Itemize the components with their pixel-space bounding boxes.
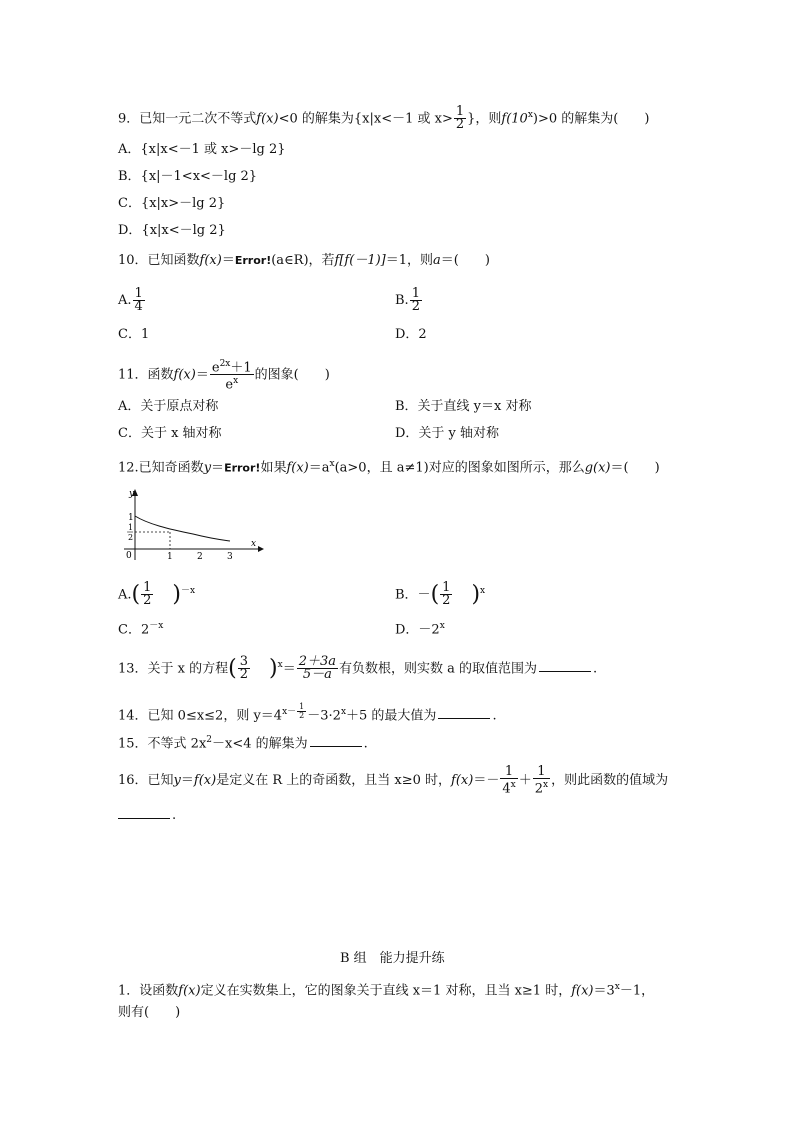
q11-option-b: B．关于直线 y＝x 对称 [395, 399, 532, 414]
q10-option-b: B. $\frac{1}{2}$ [395, 286, 420, 314]
section-b-title: B 组 能力提升练 [340, 951, 445, 966]
y-tick-half-num: 1 [128, 523, 134, 532]
origin-label: 0 [126, 551, 132, 561]
answer-blank[interactable] [118, 806, 170, 819]
y-tick-1: 1 [128, 513, 134, 523]
q15-stem: 15．不等式 $2x^2-x<4$ 的解集为 . [118, 735, 368, 752]
q16-stem: 16．已知y＝f(x)是定义在 R 上的奇函数，且当 x≥0 时，f(x)＝－ $\frac{1}{4^x}$ ＋ $\frac{1}{2^x}$ ，则此函数的值域为 [118, 764, 669, 797]
q9-option-c: C．{x|x>－lg 2} [118, 196, 226, 211]
q12-option-d: D．$-2^x$ [395, 621, 445, 638]
q12-stem: 12.已知奇函数y＝Error!如果$f(x)=a^x(a>0$，且 a≠1)对应的图象如图所示，那么g(x)＝( ) [118, 459, 660, 476]
y-label: y [129, 489, 135, 499]
answer-blank[interactable] [310, 734, 362, 747]
section-b-q1-cont: 则有( ) [118, 1005, 181, 1020]
q12-option-b: B．－( $\frac{1}{2}$ )$^x$ [395, 580, 486, 609]
fraction: $\frac{1}{2}$ [455, 104, 465, 133]
x-tick-1: 1 [167, 552, 173, 562]
q10-stem: 10．已知函数f(x)＝Error!(a∈R)，若f[f(－1)]＝1，则a＝( ) [118, 253, 490, 268]
q9-option-b: B．{x|－1<x<－lg 2} [118, 169, 258, 184]
q9-option-a: A．{x|x<－1 或 x>－lg 2} [118, 142, 286, 157]
answer-blank[interactable] [539, 659, 591, 672]
q9-stem: 9．已知一元二次不等式f(x)<0 的解集为{x|x<－1 或 x> $\frac{1}{2}$ }，则$f(10^x)>0$ 的解集为( ) [118, 104, 650, 133]
error-placeholder: Error! [234, 254, 272, 267]
q9-option-d: D．{x|x<－lg 2} [118, 223, 226, 238]
curve [135, 516, 230, 541]
q12-option-c: C．$2^{-x}$ [118, 621, 164, 638]
q12-option-a: A.( $\frac{1}{2}$ )$^{-x}$ [118, 580, 196, 609]
q14-stem: 14．已知 0≤x≤2，则 $y=4^{x- \frac{1}{2}}$ $-3\cdot 2^x+5$ 的最大值为 . [118, 702, 497, 724]
section-b-q1: 1．设函数f(x)定义在实数集上，它的图象关于直线 x＝1 对称，且当 x≥1 时，$f(x)=3^x-1$， [118, 982, 655, 999]
q11-option-c: C．关于 x 轴对称 [118, 426, 222, 441]
q11-option-a: A．关于原点对称 [118, 399, 219, 414]
x-tick-3: 3 [227, 552, 233, 562]
q11-option-d: D．关于 y 轴对称 [395, 426, 500, 441]
error-placeholder: Error! [224, 461, 261, 475]
q10-option-c: C．1 [118, 327, 150, 342]
q10-option-a: A. $\frac{1}{4}$ [118, 286, 143, 314]
answer-blank[interactable] [438, 706, 490, 719]
x-tick-2: 2 [197, 552, 203, 562]
q13-stem: 13．关于 x 的方程( $\frac{3}{2}$ )$^x$＝ $\frac{2+3a}{5-a}$ 有负数根，则实数 a 的取值范围为 . [118, 654, 598, 683]
q11-stem: 11．函数f(x)＝ $\frac{e^{2x}+1}{e^x}$ 的图象( ) [118, 359, 330, 393]
x-axis-arrow [258, 546, 264, 552]
q12-function-graph [118, 484, 268, 564]
y-tick-half-den: 2 [128, 533, 134, 542]
x-label: x [251, 539, 257, 549]
q10-option-d: D．2 [395, 327, 427, 342]
q16-answer-line: . [118, 806, 176, 825]
